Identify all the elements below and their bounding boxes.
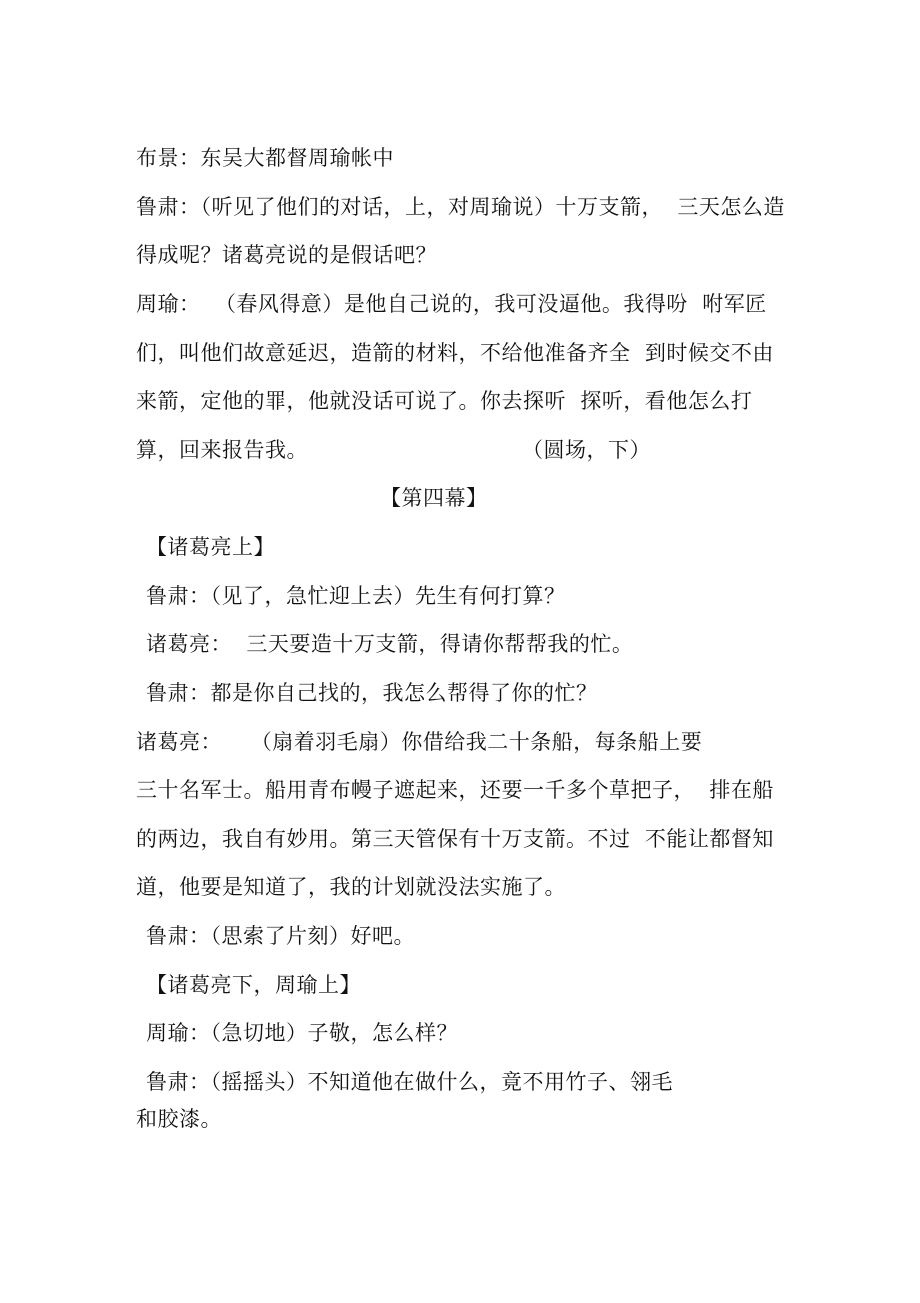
text-line-setting: 布景：东吴大都督周瑜帐中 bbox=[136, 146, 394, 170]
act-heading: 【第四幕】 bbox=[380, 486, 488, 510]
text-line: 诸葛亮： 三天要造十万支箭，得请你帮帮我的忙。 bbox=[146, 632, 634, 656]
text-line: 道，他要是知道了，我的计划就没法实施了。 bbox=[136, 875, 566, 899]
stage-direction: （圆场，下） bbox=[522, 438, 651, 462]
text-line: 三十名军士。船用青布幔子遮起来，还要一千多个草把子， 排在船 bbox=[136, 778, 774, 802]
text-line: 鲁肃：（摇摇头）不知道他在做什么，竟不用竹子、翎毛 bbox=[146, 1070, 673, 1094]
text-line: 周瑜： （春风得意）是他自己说的，我可没逼他。我得吩 咐军匠 bbox=[136, 292, 767, 316]
stage-direction: 【诸葛亮下，周瑜上】 bbox=[146, 973, 361, 997]
text-line: 的两边，我自有妙用。第三天管保有十万支箭。不过 不能让都督知 bbox=[136, 827, 774, 851]
stage-direction: 【诸葛亮上】 bbox=[146, 535, 275, 559]
text-line: 周瑜：（急切地）子敬，怎么样？ bbox=[146, 1021, 458, 1045]
text-line: 们，叫他们故意延迟，造箭的材料，不给他准备齐全 到时候交不由 bbox=[136, 341, 774, 365]
text-line: 和胶漆。 bbox=[136, 1107, 222, 1131]
text-line: 鲁肃：都是你自己找的，我怎么帮得了你的忙？ bbox=[146, 681, 598, 705]
text-line: 鲁肃：（听见了他们的对话，上，对周瑜说）十万支箭， 三天怎么造 bbox=[136, 195, 785, 219]
text-line: 鲁肃：（思索了片刻）好吧。 bbox=[146, 924, 415, 948]
text-line: 算，回来报告我。 bbox=[136, 438, 308, 462]
text-line: 来箭，定他的罪，他就没话可说了。你去探听 探听，看他怎么打 bbox=[136, 389, 753, 413]
text-line: 得成呢？诸葛亮说的是假话吧？ bbox=[136, 243, 437, 267]
text-line: 诸葛亮： （扇着羽毛扇）你借给我二十条船，每条船上要 bbox=[136, 730, 703, 754]
text-line: 鲁肃：（见了，急忙迎上去）先生有何打算？ bbox=[146, 584, 566, 608]
